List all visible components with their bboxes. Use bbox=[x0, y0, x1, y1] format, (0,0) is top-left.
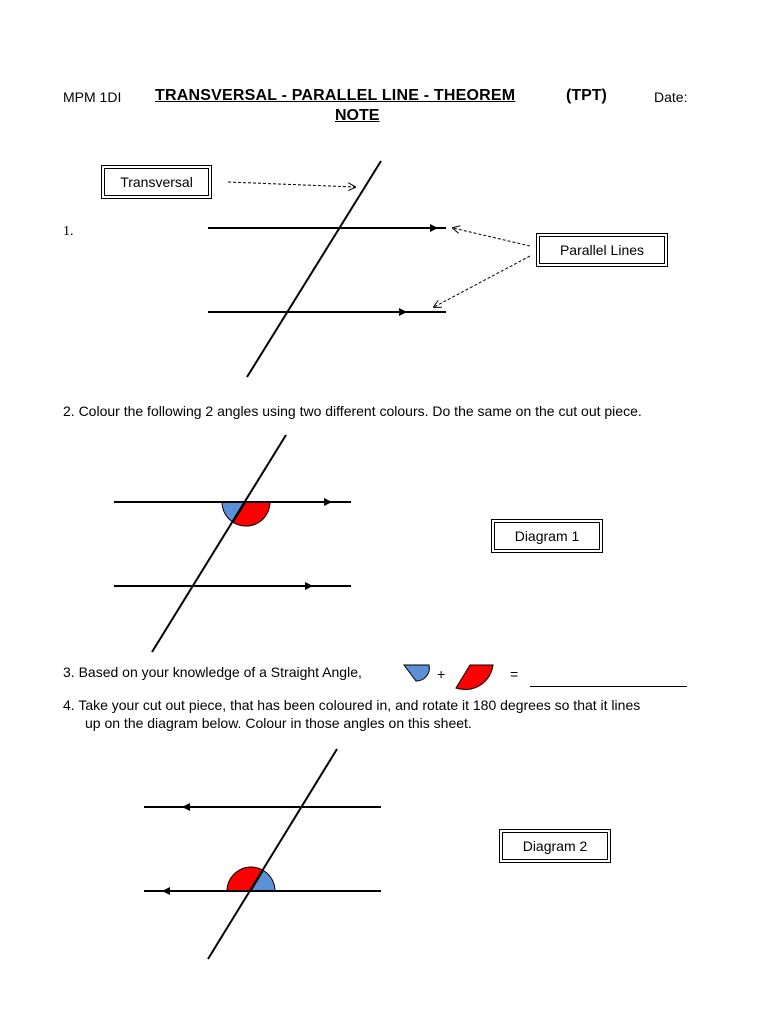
figure-1 bbox=[208, 161, 530, 377]
question-1-number: 1. bbox=[63, 224, 74, 239]
question-3-text: 3. Based on your knowledge of a Straight Angle, bbox=[63, 664, 362, 680]
question-4-line-2: up on the diagram below. Colour in those angles on this sheet. bbox=[85, 715, 472, 731]
diagram-2-label: Diagram 2 bbox=[502, 832, 608, 860]
parallel-lines-label: Parallel Lines bbox=[539, 236, 665, 264]
parallel-pointer-arrow-bottom bbox=[434, 256, 530, 307]
transversal-pointer-arrow bbox=[228, 182, 355, 187]
question-2-instruction: 2. Colour the following 2 angles using two different colours. Do the same on the cut out piece. bbox=[63, 403, 642, 419]
page-title: TRANSVERSAL - PARALLEL LINE - THEOREM bbox=[155, 87, 516, 104]
arrow-left-icon bbox=[182, 803, 190, 811]
blue-angle-icon bbox=[404, 665, 429, 681]
arrow-right-icon bbox=[430, 224, 438, 232]
title-abbreviation: (TPT) bbox=[566, 87, 607, 104]
diagram-2-figure bbox=[144, 749, 381, 959]
diagram-1-figure bbox=[114, 435, 351, 652]
date-label: Date: bbox=[654, 89, 688, 105]
course-code: MPM 1DI bbox=[63, 89, 122, 105]
transversal-line bbox=[208, 749, 337, 959]
arrow-right-icon bbox=[305, 582, 313, 590]
transversal-line bbox=[152, 435, 286, 652]
page-subtitle: NOTE bbox=[335, 107, 380, 124]
arrow-right-icon bbox=[324, 498, 332, 506]
equals-sign: = bbox=[510, 666, 519, 682]
arrow-right-icon bbox=[399, 308, 407, 316]
plus-sign: + bbox=[437, 666, 446, 682]
question-4-line-1: 4. Take your cut out piece, that has been coloured in, and rotate it 180 degrees so that it lines bbox=[63, 697, 641, 713]
arrow-left-icon bbox=[162, 887, 170, 895]
diagram-1-label: Diagram 1 bbox=[494, 522, 600, 550]
parallel-pointer-arrow-top bbox=[453, 228, 530, 246]
transversal-line bbox=[247, 161, 381, 377]
transversal-label: Transversal bbox=[104, 168, 209, 196]
red-angle-icon bbox=[456, 665, 493, 690]
straight-angle-icons bbox=[404, 665, 493, 690]
